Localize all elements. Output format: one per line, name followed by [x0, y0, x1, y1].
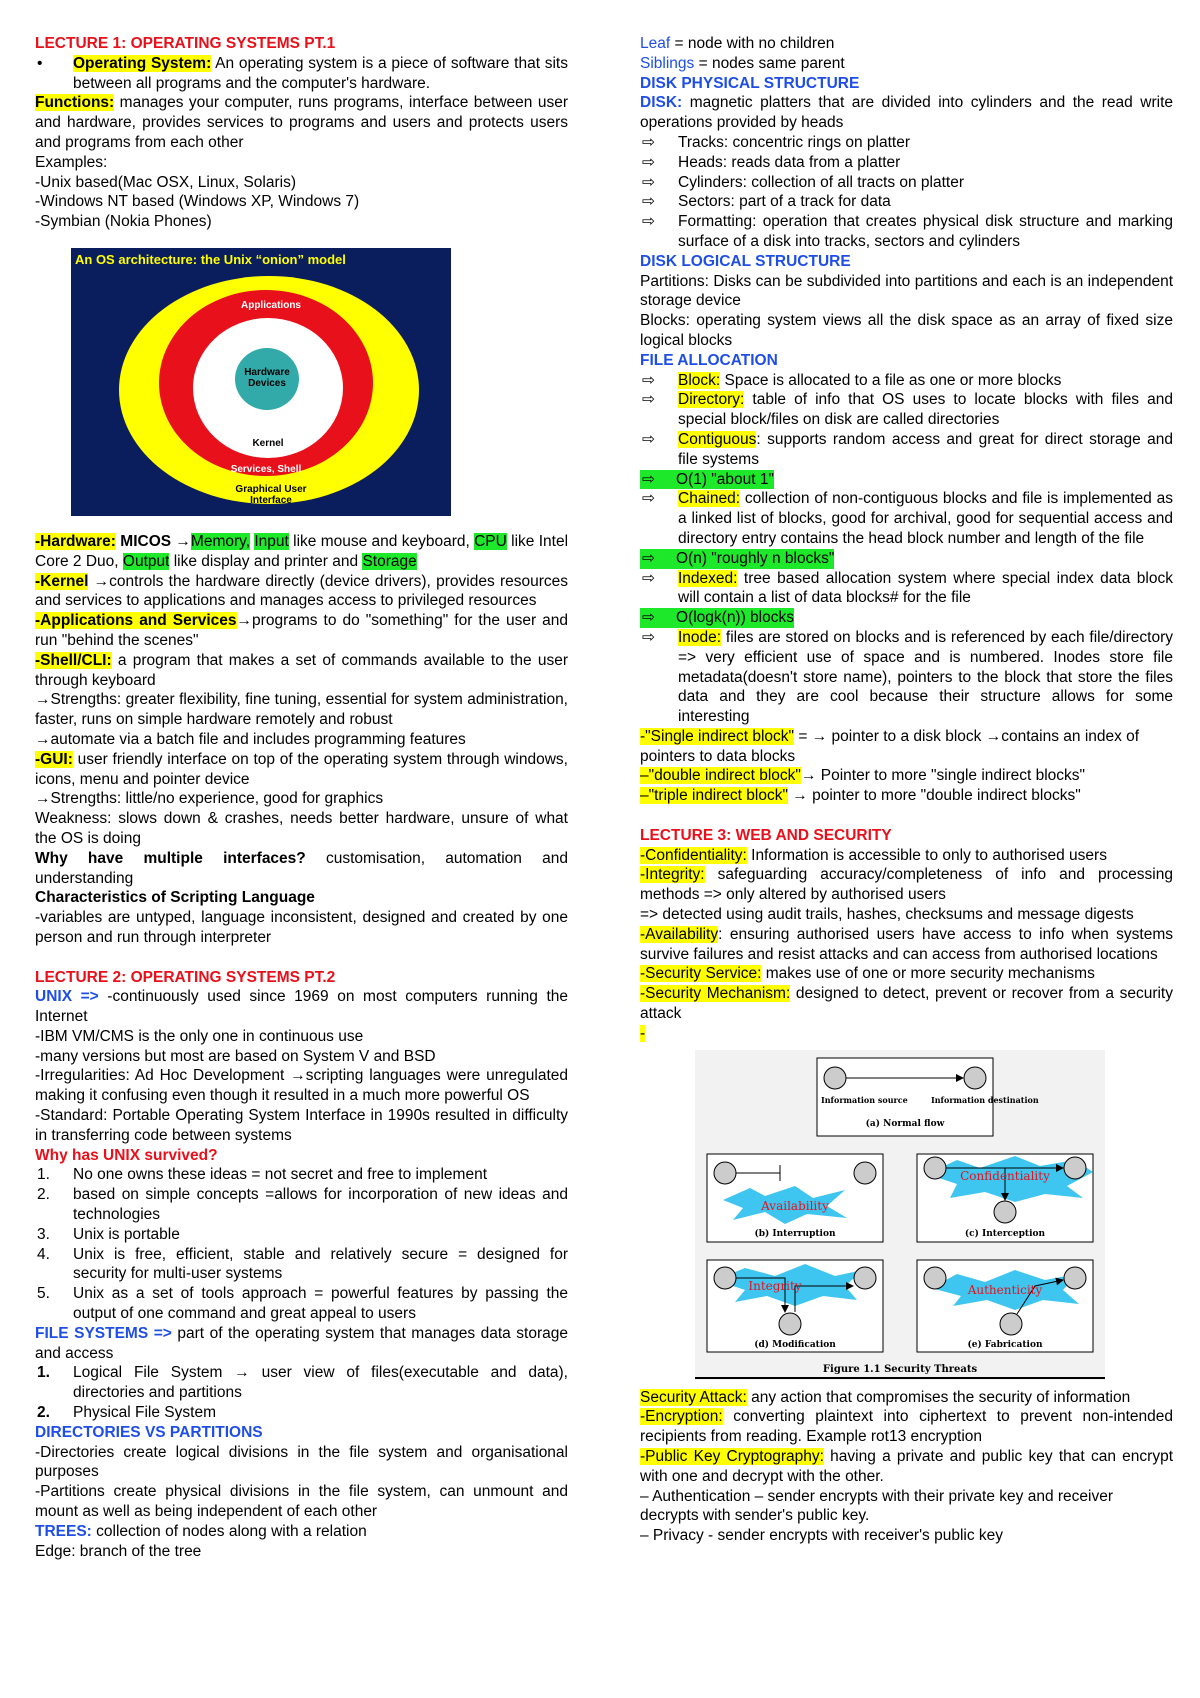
gui-label: Graphical User Interface: [235, 483, 307, 506]
integrity-label: Integrity: [748, 1278, 802, 1293]
integrity-entry: -Integrity: safeguarding accuracy/completeness of info and processing methods => only altered by authorised users: [640, 866, 1173, 904]
examples-line: Examples:: [35, 153, 108, 171]
kernel-label: Kernel: [252, 437, 284, 449]
dirs-vs-partitions-heading: DIRECTORIES VS PARTITIONS: [35, 1423, 263, 1441]
node-d1: [714, 1267, 736, 1289]
standard: -Standard: Portable Operating System Interface in 1990s resulted in difficulty in transferring code between systems: [35, 1107, 568, 1144]
triple-indirect: –"triple indirect block" → pointer to more "double indirect blocks": [640, 787, 1081, 805]
unix-line: -many versions but most are based on System V and BSD: [35, 1047, 436, 1065]
caption-b: (b) Interruption: [754, 1228, 836, 1239]
caption-a: (a) Normal flow: [865, 1118, 945, 1129]
authentication-line: – Authentication – sender encrypts with their private key and receiver decrypts with sender's public key.: [640, 1487, 1114, 1525]
node-d2: [854, 1267, 876, 1289]
list-item: ⇨ Cylinders: collection of all tracts on platter: [642, 173, 965, 191]
list-item: ⇨ Directory: table of info that OS uses to locate blocks with files and special block/files on disk are called directories: [642, 391, 1173, 429]
double-indirect: –"double indirect block"→ Pointer to more "single indirect blocks": [640, 767, 1086, 785]
applications-label: Applications: [240, 299, 301, 311]
file-systems-entry: FILE SYSTEMS => part of the operating system that manages data storage and access: [35, 1324, 568, 1362]
examples-line: -Windows NT based (Windows XP, Windows 7): [35, 193, 360, 211]
scripting-def: -variables are untyped, language inconsistent, designed and created by one person and run through interpreter: [35, 909, 568, 946]
node-c3: [994, 1201, 1016, 1223]
list-item: 2. based on simple concepts =allows for incorporation of new ideas and technologies: [37, 1186, 568, 1224]
source-node: [824, 1067, 846, 1089]
node-c2: [1064, 1157, 1086, 1179]
lecture3-heading: LECTURE 3: WEB AND SECURITY: [640, 826, 892, 844]
privacy-line: – Privacy - sender encrypts with receiver's public key: [640, 1527, 1004, 1545]
hardware-entry: -Hardware: MICOS →Memory, Input like mouse and keyboard, CPU like Intel Core 2 Duo, Output like display and printer and Storage: [35, 532, 569, 570]
list-item: 5. Unix as a set of tools approach = powerful features by passing the output of one command and great appeal to users: [37, 1285, 568, 1323]
disk-physical-heading: DISK PHYSICAL STRUCTURE: [640, 74, 860, 92]
dls-line: Partitions: Disks can be subdivided into partitions and each is an independent storage device: [640, 272, 1173, 310]
list-item: 3. Unix is portable: [37, 1225, 180, 1243]
right-column: [640, 34, 1173, 1546]
complexity-row: ⇨ O(logk(n)) blocks: [642, 609, 794, 627]
list-item: 2. Physical File System: [37, 1404, 216, 1422]
list-item: ⇨ Chained: collection of non-contiguous blocks and file is implemented as a linked list of blocks, good for archival, good for sequential access and directory entry contains the head block number and length of the file: [642, 490, 1173, 547]
list-item: 1. No one owns these ideas = not secret and free to implement: [37, 1166, 488, 1184]
security-service-entry: -Security Service: makes use of one or more security mechanisms: [640, 965, 1095, 983]
why-unix-heading: Why has UNIX survived?: [35, 1146, 218, 1164]
lecture1-heading: LECTURE 1: OPERATING SYSTEMS PT.1: [35, 35, 336, 52]
confidentiality-label: Confidentiality: [960, 1168, 1050, 1183]
caption-e: (e) Fabrication: [967, 1339, 1043, 1350]
integrity-more: => detected using audit trails, hashes, checksums and message digests: [640, 906, 1134, 924]
trees-entry: TREES: collection of nodes along with a relation: [35, 1522, 367, 1540]
shell-entry: -Shell/CLI: a program that makes a set of commands available to the user through keyboard: [35, 651, 568, 689]
security-attack-entry: Security Attack: any action that compromises the security of information: [640, 1388, 1131, 1406]
unix-onion-diagram: [71, 248, 451, 516]
gui-strengths: →Strengths: little/no experience, good for graphics: [35, 790, 384, 808]
unix-entry: UNIX => -continuously used since 1969 on most computers running the Internet: [35, 988, 568, 1026]
list-item: ⇨ Inode: files are stored on blocks and is referenced by each file/directory => very efficient use of space and is numbered. Inodes store file metadata(doesn't store name), pointers to the block that store the files data and they are cool because their structure allows for some interesting: [642, 628, 1173, 726]
node-d3: [779, 1313, 801, 1335]
node-e1: [924, 1267, 946, 1289]
availability-label: Availability: [761, 1198, 829, 1213]
leaf-line: Leaf = node with no children: [640, 35, 835, 52]
node-b2: [854, 1162, 876, 1184]
list-item: 4. Unix is free, efficient, stable and relatively secure = designed for security for multi-user systems: [37, 1245, 568, 1283]
gui-weakness: Weakness: slows down & crashes, needs better hardware, unsure of what the OS is doing: [35, 810, 568, 847]
kernel-entry: -Kernel →controls the hardware directly (device drivers), provides resources and services to applications and manages access to privileged resources: [35, 572, 568, 610]
single-indirect: -"Single indirect block" = → pointer to a disk block →contains an index of pointers to data blocks: [640, 727, 1140, 765]
shell-strengths: →Strengths: greater flexibility, fine tuning, essential for system administration, faster, runs on simple hardware remotely and robust: [35, 691, 568, 729]
availability-entry: -Availability: ensuring authorised users have access to info when systems survive failures and resist attacks and can access from authorised locations: [640, 925, 1173, 963]
dvp-line: -Partitions create physical divisions in the file system, can unmount and mount as well as being independent of each other: [35, 1483, 568, 1521]
public-key-entry: -Public Key Cryptography: having a private and public key that can encrypt with one and decrypt with the other.: [640, 1448, 1173, 1485]
list-item: ⇨ Formatting: operation that creates physical disk structure and marking surface of a disk into tracks, sectors and cylinders: [642, 213, 1173, 250]
hardware-label: Hardware Devices: [244, 366, 290, 389]
destination-node: [964, 1067, 986, 1089]
source-label: Information source: [821, 1094, 908, 1105]
siblings-line: Siblings = nodes same parent: [640, 54, 845, 72]
node-b1: [714, 1162, 736, 1184]
left-column: [35, 34, 568, 1561]
confidentiality-entry: -Confidentiality: Information is accessible to only to authorised users: [640, 846, 1107, 864]
dash-line: -: [640, 1024, 646, 1042]
authenticity-label: Authenticity: [967, 1282, 1043, 1297]
caption-c: (c) Interception: [964, 1228, 1046, 1239]
file-allocation-heading: FILE ALLOCATION: [640, 351, 778, 369]
complexity-row: ⇨ O(n) "roughly n blocks": [642, 549, 835, 567]
services-label: Services, Shell: [230, 463, 302, 475]
gui-entry: -GUI: user friendly interface on top of the operating system through windows, icons, menu and pointer device: [35, 750, 568, 788]
destination-label: Information destination: [931, 1094, 1039, 1105]
node-e3: [1000, 1313, 1022, 1335]
list-item: ⇨ Tracks: concentric rings on platter: [642, 133, 911, 151]
complexity-row: ⇨ O(1) "about 1": [642, 470, 775, 488]
list-item: ⇨ Contiguous: supports random access and great for direct storage and file systems: [642, 430, 1173, 468]
list-item: ⇨ Sectors: part of a track for data: [642, 193, 891, 211]
onion-title: An OS architecture: the Unix “onion” model: [75, 251, 346, 267]
list-item: ⇨ Indexed: tree based allocation system where special index data block will contain a list of data blocks# for the file: [642, 569, 1173, 607]
edge-line: Edge: branch of the tree: [35, 1542, 202, 1560]
dls-line: Blocks: operating system views all the disk space as an array of fixed size logical blocks: [640, 312, 1173, 349]
unix-line: -IBM VM/CMS is the only one in continuous use: [35, 1027, 364, 1045]
examples-line: -Symbian (Nokia Phones): [35, 213, 212, 231]
lecture2-heading: LECTURE 2: OPERATING SYSTEMS PT.2: [35, 968, 336, 986]
list-item: ⇨ Heads: reads data from a platter: [642, 153, 901, 171]
examples-line: -Unix based(Mac OSX, Linux, Solaris): [35, 173, 297, 191]
scripting-heading: Characteristics of Scripting Language: [35, 889, 315, 907]
node-c1: [924, 1157, 946, 1179]
encryption-entry: -Encryption: converting plaintext into ciphertext to prevent non-intended recipients from reading. Example rot13 encryption: [640, 1408, 1173, 1446]
security-mechanism-entry: -Security Mechanism: designed to detect, prevent or recover from a security attack: [640, 985, 1173, 1023]
security-threats-figure: [695, 1050, 1105, 1380]
list-item: 1. Logical File System → user view of files(executable and data), directories and partitions: [37, 1364, 568, 1402]
disk-logical-heading: DISK LOGICAL STRUCTURE: [640, 252, 851, 270]
shell-automate: →automate via a batch file and includes programming features: [35, 730, 466, 748]
figure-caption: Figure 1.1 Security Threats: [822, 1363, 978, 1375]
caption-d: (d) Modification: [754, 1339, 836, 1350]
node-e2: [1064, 1267, 1086, 1289]
irregularities: -Irregularities: Ad Hoc Development →scripting languages were unregulated making it confusing even though it resulted in a much more powerful OS: [35, 1067, 568, 1105]
functions: Functions: manages your computer, runs programs, interface between user and hardware, provides services to programs and users and protects users and programs from each other: [35, 94, 568, 151]
dvp-line: -Directories create logical divisions in the file system and organisational purposes: [35, 1443, 568, 1481]
disk-entry: DISK: magnetic platters that are divided into cylinders and the read write operations provided by heads: [640, 94, 1173, 132]
why-interfaces: Why have multiple interfaces? customisation, automation and understanding: [35, 849, 568, 887]
os-definition: • Operating System: An operating system is a piece of software that sits between all programs and the computer's hardware.: [37, 54, 568, 92]
applications-entry: -Applications and Services→programs to do "something" for the user and run "behind the scenes": [35, 612, 568, 649]
list-item: ⇨ Block: Space is allocated to a file as one or more blocks: [642, 371, 1062, 389]
